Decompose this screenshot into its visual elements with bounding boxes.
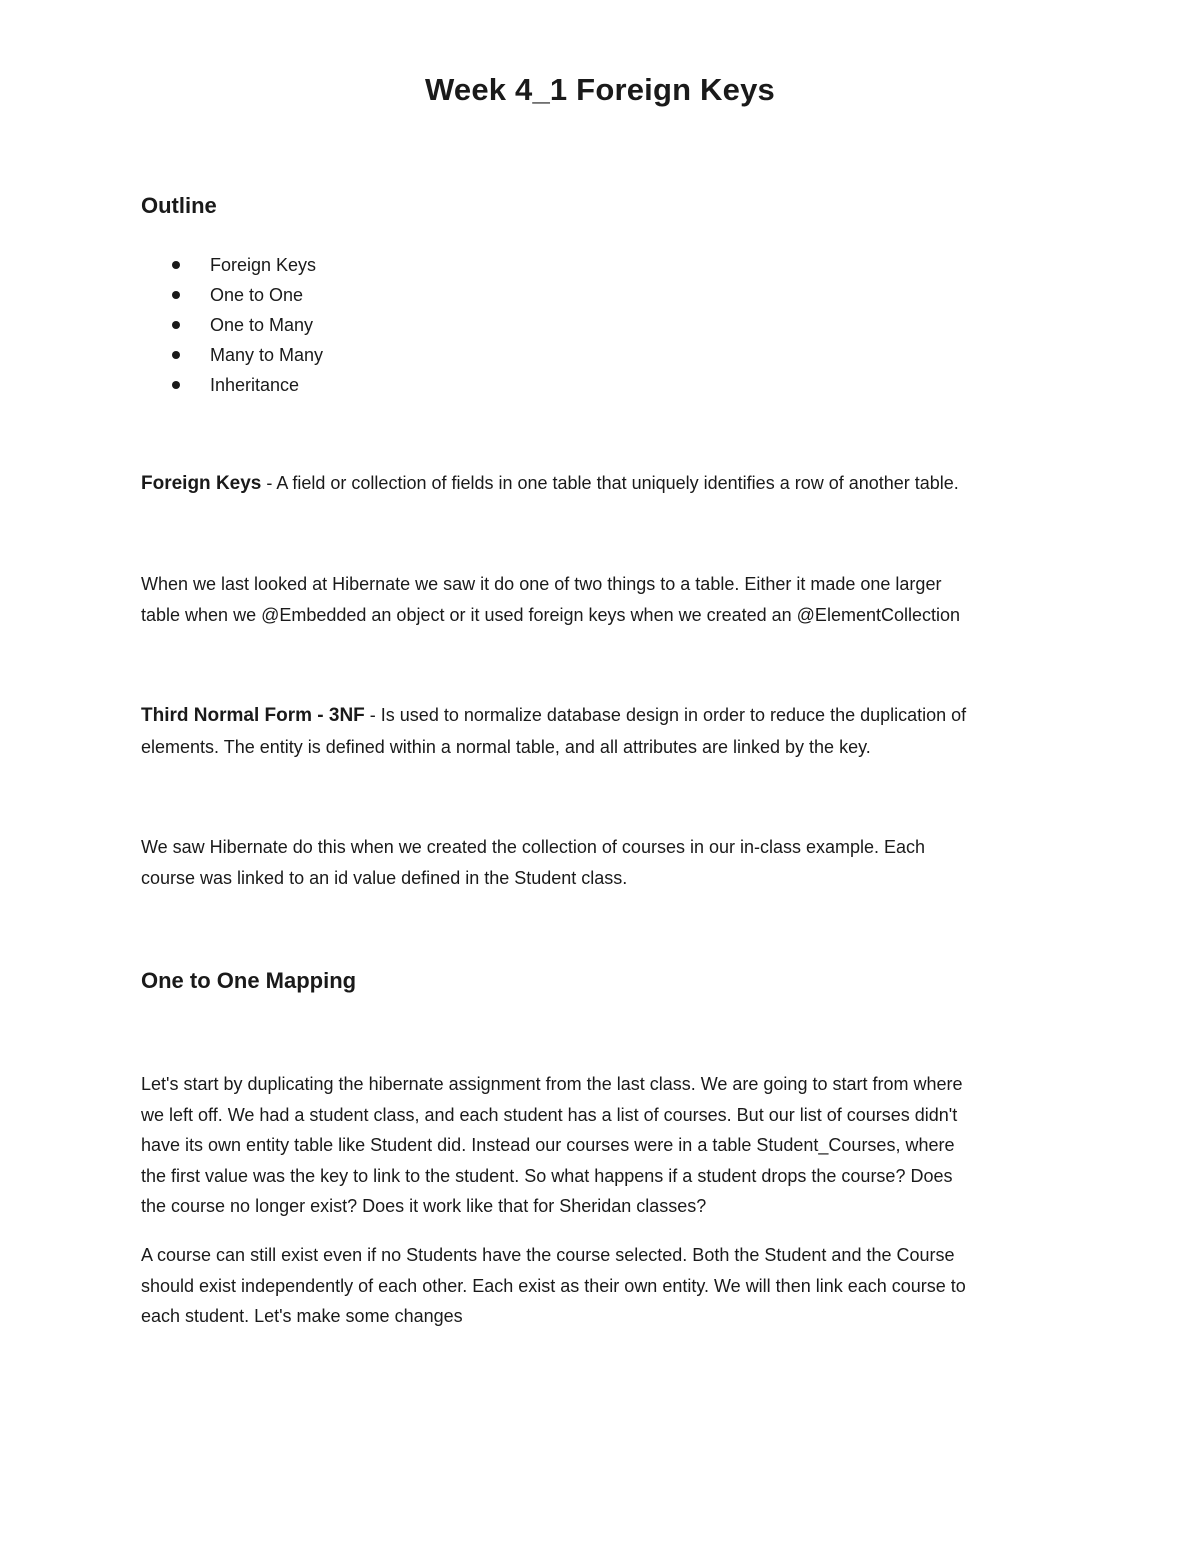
list-item [172,250,323,280]
bullet-icon [172,351,180,359]
outline-list [172,250,323,400]
paragraph-line: elements. The entity is defined within a normal table, and all attributes are linked by the key. [141,736,871,757]
paragraph-line: the first value was the key to link to the student. So what happens if a student drops the course? Does [141,1165,953,1186]
third-normal-form-text: - Is used to normalize database design in order to reduce the duplication of [364,705,967,725]
paragraph-line: When we last looked at Hibernate we saw it do one of two things to a table. Either it made one larger [141,574,942,594]
third-normal-form-definition [141,700,1061,762]
list-item-label: Foreign Keys [210,255,317,275]
foreign-keys-text: - A field or collection of fields in one table that uniquely identifies a row of another table. [261,473,959,493]
third-normal-form-term: Third Normal Form - 3NF [141,705,365,726]
list-item-label: One to Many [210,315,314,335]
list-item [172,340,323,370]
paragraph-line: we left off. We had a student class, and each student has a list of courses. But our list of courses didn't [141,1104,958,1125]
list-item [172,310,323,340]
paragraph-line: Let's start by duplicating the hibernate assignment from the last class. We are going to start from where [141,1074,963,1094]
paragraph-line: table when we @Embedded an object or it used foreign keys when we created an @ElementCollection [141,604,961,625]
paragraph-line: have its own entity table like Student did. Instead our courses were in a table Student_Courses, where [141,1135,955,1155]
list-item-label: One to One [210,285,304,305]
one-to-one-paragraph-1 [141,1069,1061,1222]
paragraph-line: We saw Hibernate do this when we created the collection of courses in our in-class example. Each [141,837,926,857]
paragraph-line: each student. Let's make some changes [141,1306,463,1326]
bullet-icon [172,261,180,269]
bullet-icon [172,321,180,329]
foreign-keys-definition [141,468,1061,500]
bullet-icon [172,291,180,299]
list-item-label: Many to Many [210,345,324,365]
list-item [172,280,323,310]
one-to-one-heading: One to One Mapping [141,968,357,993]
paragraph-line: course was linked to an id value defined in the Student class. [141,867,628,888]
hibernate-saw-paragraph [141,832,1061,893]
paragraph-line: A course can still exist even if no Students have the course selected. Both the Student and the Course [141,1245,955,1265]
paragraph-line: should exist independently of each other. Each exist as their own entity. We will then link each course to [141,1275,966,1296]
outline-heading: Outline [141,193,217,218]
hibernate-paragraph [141,569,1061,630]
paragraph-line: the course no longer exist? Does it work like that for Sheridan classes? [141,1196,707,1216]
document-title: Week 4_1 Foreign Keys [425,72,775,107]
one-to-one-paragraph-2 [141,1240,1061,1332]
list-item-label: Inheritance [210,375,300,395]
list-item [172,370,323,400]
bullet-icon [172,381,180,389]
foreign-keys-term: Foreign Keys [141,473,262,494]
paragraph-line [141,700,1061,732]
